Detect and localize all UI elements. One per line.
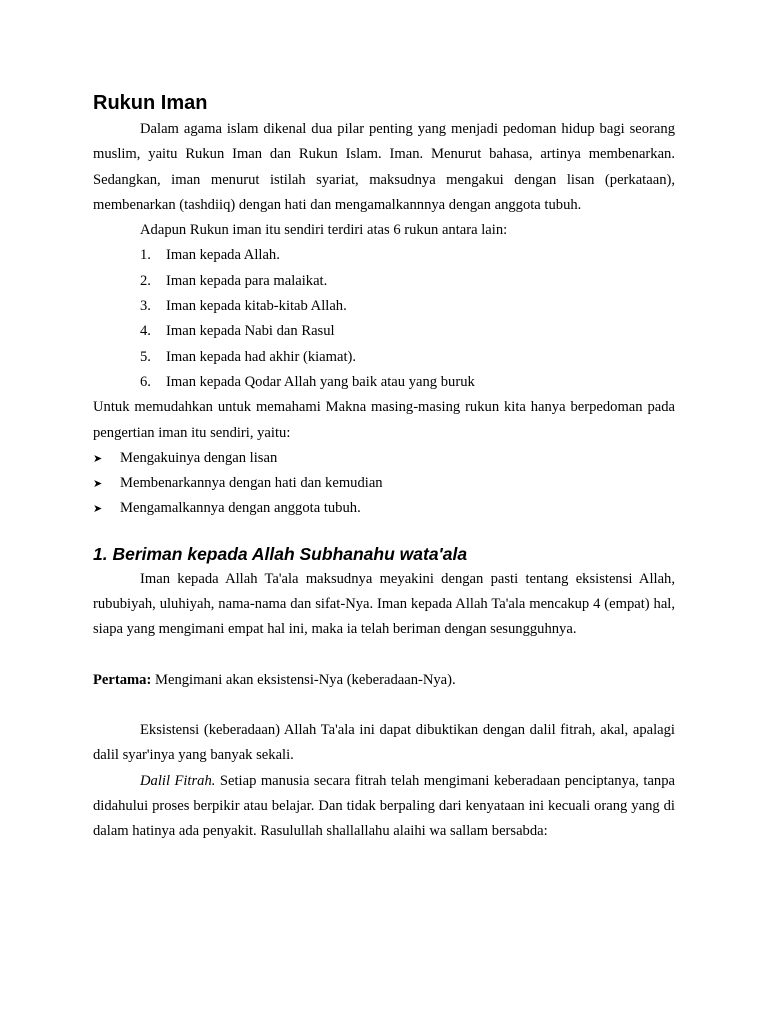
bullet-item-text: Mengamalkannya dengan anggota tubuh. — [120, 500, 361, 517]
bullet-list — [93, 446, 675, 522]
list-item-number: 4. — [140, 323, 151, 340]
list-item — [140, 319, 675, 344]
list-item-number: 6. — [140, 373, 151, 390]
list-item — [140, 243, 675, 268]
list-item-number: 5. — [140, 348, 151, 365]
list-item-text: Iman kepada Allah. — [166, 247, 280, 264]
bullet-item — [93, 496, 675, 521]
dalil-fitrah-paragraph — [93, 769, 675, 845]
bullet-item — [93, 471, 675, 496]
arrow-bullet-icon: ➤ — [93, 451, 103, 465]
list-item-text: Iman kepada para malaikat. — [166, 272, 328, 289]
memudahkan-paragraph: Untuk memudahkan untuk memahami Makna masing-masing rukun kita hanya berpedoman pada pengertian iman itu sendiri, yaitu: — [93, 399, 675, 441]
list-item-text: Iman kepada Qodar Allah yang baik atau yang buruk — [166, 373, 475, 390]
section1-paragraph: Iman kepada Allah Ta'ala maksudnya meyakini dengan pasti tentang eksistensi Allah, rububiyah, uluhiyah, nama-nama dan sifat-Nya. Iman kepada Allah Ta'ala mencakup 4 (empat) hal, siapa yang mengimani empat hal ini, maka ia telah beriman dengan sesungguhnya. — [93, 570, 675, 638]
section-spacer — [93, 522, 675, 542]
bullet-item — [93, 446, 675, 471]
pertama-paragraph — [93, 668, 675, 693]
bullet-item-text: Membenarkannya dengan hati dan kemudian — [120, 475, 383, 492]
dalil-fitrah-text: Setiap manusia secara fitrah telah mengimani keberadaan penciptanya, tanpa didahului proses berpikir atau belajar. Dan tidak berpaling dari kenyataan ini kecuali orang yang di dalam hatinya ada penyakit. Rasulullah shallallahu alaihi wa sallam bersabda: — [93, 772, 675, 840]
pertama-text: Mengimani akan eksistensi-Nya (keberadaan-Nya). — [151, 671, 456, 688]
arrow-bullet-icon: ➤ — [93, 502, 103, 516]
list-intro-text: Adapun Rukun iman itu sendiri terdiri atas 6 rukun antara lain: — [140, 222, 508, 239]
arrow-bullet-icon: ➤ — [93, 477, 103, 491]
list-item — [140, 269, 675, 294]
bullet-item-text: Mengakuinya dengan lisan — [120, 449, 278, 466]
blank-line — [93, 643, 675, 668]
rukun-iman-list — [93, 243, 675, 395]
dalil-fitrah-label: Dalil Fitrah. — [140, 772, 216, 789]
document-title: Rukun Iman — [93, 92, 208, 114]
list-item — [140, 345, 675, 370]
list-item-number: 2. — [140, 272, 151, 289]
intro-paragraph: Dalam agama islam dikenal dua pilar penting yang menjadi pedoman hidup bagi seorang muslim, yaitu Rukun Iman dan Rukun Islam. Iman. Menurut bahasa, artinya membenarkan. Sedangkan, iman menurut istilah syariat, maksudnya mengakui dengan lisan (perkataan), membenarkan (tashdiiq) dengan hati dan mengamalkannnya dengan anggota tubuh. — [93, 121, 675, 213]
pertama-label: Pertama: — [93, 671, 152, 688]
list-item-number: 1. — [140, 247, 151, 264]
blank-line — [93, 693, 675, 718]
section1-heading: 1. Beriman kepada Allah Subhanahu wata'ala — [93, 543, 468, 564]
list-item-text: Iman kepada kitab-kitab Allah. — [166, 298, 347, 315]
list-item — [140, 370, 675, 395]
list-item-number: 3. — [140, 298, 151, 315]
list-item-text: Iman kepada Nabi dan Rasul — [166, 323, 335, 340]
list-item — [140, 294, 675, 319]
eksistensi-paragraph: Eksistensi (keberadaan) Allah Ta'ala ini dapat dibuktikan dengan dalil fitrah, akal, apalagi dalil syar'inya yang banyak sekali. — [93, 721, 675, 764]
list-item-text: Iman kepada had akhir (kiamat). — [166, 348, 357, 365]
